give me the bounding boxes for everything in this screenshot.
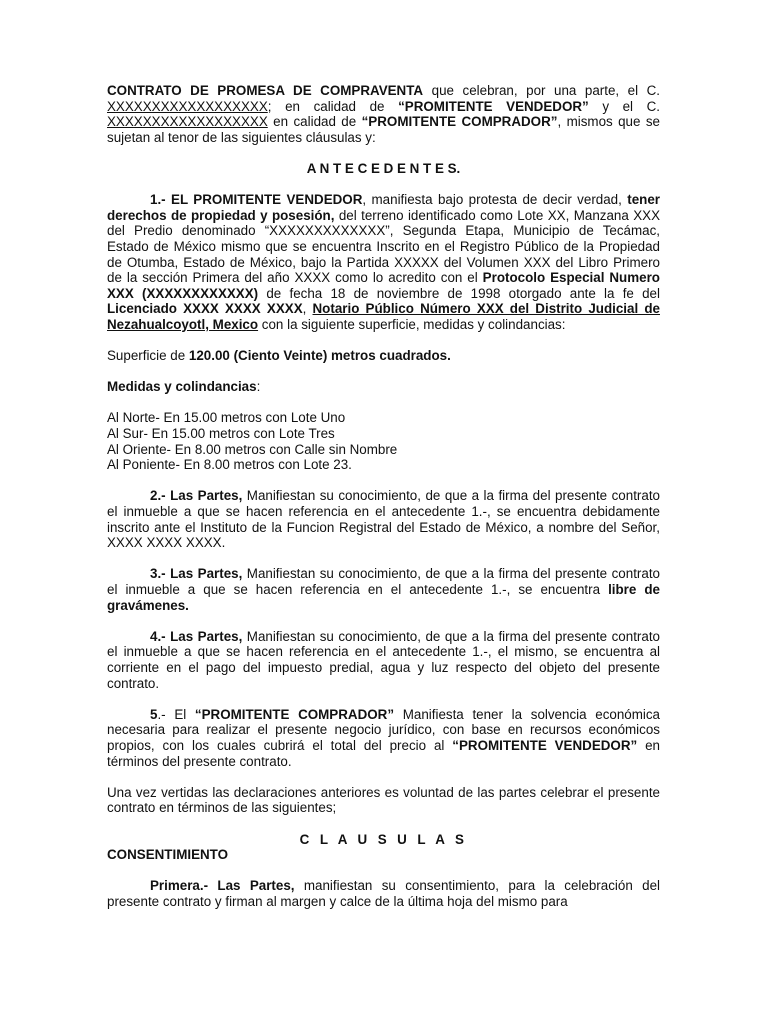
consentimiento-heading: CONSENTIMIENTO — [107, 847, 229, 863]
buyer-name: XXXXXXXXXXXXXXXXXX — [107, 114, 268, 130]
antecedentes-heading: A N T E C E D E N T E S. — [306, 160, 461, 176]
antecedente-3: 3.- Las Partes, Manifiestan su conocimiento, de que a la firma del presente contrato el inmueble a que se hacen referencia en el antecedente 1.-, se encuentra libre de gravámenes. — [107, 566, 660, 613]
document-body — [107, 83, 660, 925]
superficie-paragraph: Superficie de 120.00 (Ciento Veinte) metros cuadrados. — [107, 348, 451, 364]
contract-title: CONTRATO DE PROMESA DE COMPRAVENTA — [107, 83, 424, 98]
clausula-primera: Primera.- Las Partes, manifiestan su consentimiento, para la celebración del presente contrato y firman al margen y calce de la última hoja del mismo para — [107, 878, 660, 909]
medidas-list — [107, 410, 660, 472]
intro-paragraph: CONTRATO DE PROMESA DE COMPRAVENTA que celebran, por una parte, el C. XXXXXXXXXXXXXXXXXX; en calidad de “PROMITENTE VENDEDOR” y el C. XXXXXXXXXXXXXXXXXX en calidad de “PROMITENTE COMPRADOR”, mismos que se sujetan al tenor de las siguientes cláusulas y: — [107, 83, 660, 145]
antecedente-1: 1.- EL PROMITENTE VENDEDOR, manifiesta bajo protesta de decir verdad, tener derechos de propiedad y posesión, del terreno identificado como Lote XX, Manzana XXX del Predio denominado “XXXXXXXXXXXXX”, Segunda Etapa, Municipio de Tecámac, Estado de México mismo que se encuentra Inscrito en el Registro Público de la Propiedad de Otumba, Estado de México, bajo la Partida XXXXX del Volumen XXX del Libro Primero de la sección Primera del año XXXX como lo acredito con el Protocolo Especial Numero XXX (XXXXXXXXXXXX) de fecha 18 de noviembre de 1998 otorgado ante la fe del Licenciado XXXX XXXX XXXX, Notario Público Número XXX del Distrito Judicial de Nezahualcoyotl, Mexico con la siguiente superficie, medidas y colindancias: — [107, 192, 660, 332]
antecedente-2: 2.- Las Partes, Manifiestan su conocimiento, de que a la firma del presente contrato el inmueble a que se hacen referencia en el antecedente 1.-, se encuentra debidamente inscrito ante el Instituto de la Funcion Registral del Estado de México, a nombre del Señor, XXXX XXXX XXXX. — [107, 488, 660, 551]
clausulas-heading: C L A U S U L A S — [299, 831, 468, 847]
medida-norte: Al Norte- En 15.00 metros con Lote Uno — [107, 410, 346, 426]
declaraciones-paragraph: Una vez vertidas las declaraciones anteriores es voluntad de las partes celebrar el presente contrato en términos de las siguientes; — [107, 784, 660, 816]
seller-role: “PROMITENTE VENDEDOR” — [398, 98, 589, 114]
seller-name: XXXXXXXXXXXXXXXXXX — [107, 98, 268, 114]
antecedente-4: 4.- Las Partes, Manifiestan su conocimiento, de que a la firma del presente contrato el inmueble a que se hacen referencia en el antecedente 1.-, el mismo, se encuentra al corriente en el pago del impuesto predial, agua y luz respecto del objeto del presente contrato. — [107, 628, 660, 691]
notary-reference: Notario Público Número XXX del Distrito Judicial de Nezahualcoyotl, Mexico — [107, 301, 660, 332]
medidas-heading: Medidas y colindancias: — [107, 379, 261, 395]
medida-sur: Al Sur- En 15.00 metros con Lote Tres — [107, 426, 335, 442]
medida-oriente: Al Oriente- En 8.00 metros con Calle sin Nombre — [107, 441, 398, 457]
medida-poniente: Al Poniente- En 8.00 metros con Lote 23. — [107, 457, 352, 473]
buyer-role: “PROMITENTE COMPRADOR” — [361, 114, 558, 130]
antecedente-5: 5.- El “PROMITENTE COMPRADOR” Manifiesta tener la solvencia económica necesaria para realizar el presente negocio jurídico, con base en recursos económicos propios, con los cuales cubrirá el total del precio al “PROMITENTE VENDEDOR” en términos del presente contrato. — [107, 706, 661, 769]
